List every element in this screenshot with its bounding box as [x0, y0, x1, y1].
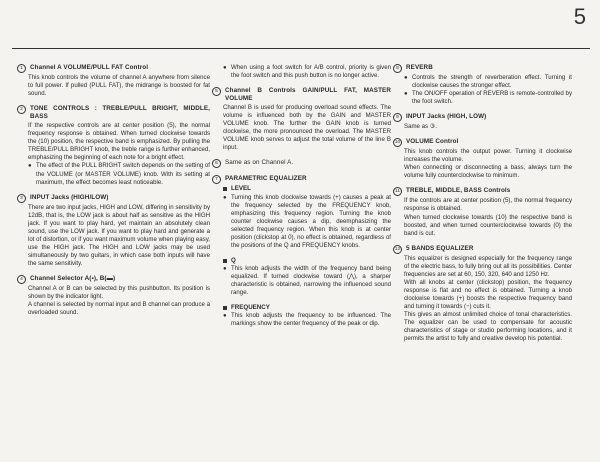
section-1-heading — [20, 64, 210, 73]
column-1 — [20, 64, 210, 324]
section-6-number: 6 — [212, 159, 221, 168]
bullet-icon: ● — [404, 75, 408, 81]
section-8-heading — [396, 64, 572, 73]
section-3-heading — [20, 193, 210, 203]
section-8-number: 8 — [393, 64, 402, 73]
section-11-number: 11 — [394, 189, 401, 195]
section-9-number: 9 — [393, 113, 402, 122]
square-bullet-icon — [223, 187, 227, 191]
header-rule — [12, 48, 590, 49]
q-body: This knob adjusts the width of the frequency band being equalized. If turned clockwise toward (⋀), a sharper characteristic is obtained, narrowing the influenced sound range. — [231, 264, 391, 297]
section-11-heading — [394, 187, 572, 196]
section-10 — [394, 138, 572, 180]
level-label: LEVEL — [231, 185, 251, 193]
level-subheading — [223, 185, 391, 193]
section-1 — [20, 64, 210, 98]
level-body: Turning this knob clockwise towards (+) causes a peak at the frequency selected by the FREQUENCY knob, emphasizing this frequency region. Turning the knob counter clockwise causes a dip, deemphasizing the selected frequency region. When this knob is at center position (clickstop at 0), no effect is obtained, regardless of the positions of the Q and FREQUENCY knobs. — [231, 193, 391, 249]
section-1-body: This knob controls the volume of channel A anywhere from silence to full power. If pulled (PULL FAT), the midrange is boosted for fat sound. — [28, 74, 210, 98]
section-1-number: 1 — [17, 64, 26, 73]
reverb-bullet-2-text: The ON/OFF operation of REVERB is remote-controlled by the foot switch. — [412, 90, 572, 106]
q-label: Q — [231, 256, 236, 264]
section-5-title: Channel B Controls GAIN/PULL FAT, MASTER VOLUME — [225, 87, 391, 103]
section-7-heading — [215, 175, 391, 184]
frequency-bullet — [223, 312, 391, 328]
section-3-body: There are two input jacks, HIGH and LOW, differing in sensitivity by 12dB, that is, the LOW jack is about half as sensitive as the HIGH jack. If you want to play hard, yet maintain an absolutely clean sound, use the LOW jack. If you want to play hard and generate a lot of distortion, or if you want maximum volume when playing easy, use the HIGH jack. The HIGH and LOW jacks may be used simultaneously by two guitars, in which case both inputs will have the same sensitivity. — [28, 203, 210, 267]
section-9-heading — [396, 113, 572, 122]
q-bullet — [223, 265, 391, 297]
section-6 — [215, 159, 391, 168]
square-bullet-icon — [223, 259, 227, 263]
square-bullet-icon — [223, 306, 227, 310]
bullet-icon: ● — [404, 91, 408, 98]
section-12-body: This equalizer is designed especially for the frequency range of the electric bass, to fully bring out all its possibilities. Center frequencies are set at 60, 150, 320, 640 and 1250 Hz. — [404, 254, 572, 278]
section-12-heading — [394, 244, 572, 254]
section-1-title: Channel A VOLUME/PULL FAT Control — [30, 64, 149, 71]
page-number: 5 — [573, 4, 586, 29]
section-5-number: 5 — [212, 87, 221, 96]
section-3 — [20, 193, 210, 268]
section-8 — [396, 64, 572, 106]
section-4-title: Channel Selector A(▪), B(▬) — [30, 274, 116, 282]
section-7-title: PARAMETRIC EQUALIZER — [225, 175, 307, 183]
section-3-number: 3 — [17, 194, 26, 203]
section-11-title: TREBLE, MIDDLE, BASS Controls — [406, 187, 511, 195]
bullet-icon: ● — [223, 194, 227, 201]
section-10-title: VOLUME Control — [406, 138, 459, 146]
section-2-bullet — [28, 162, 210, 186]
section-10-body: This knob controls the output power. Turning it clockwise increases the volume. — [404, 148, 572, 164]
frequency-label: FREQUENCY — [231, 304, 270, 312]
section-12-number: 12 — [394, 246, 401, 252]
section-4-heading — [20, 274, 210, 284]
section-9-title: INPUT Jacks (HIGH, LOW) — [406, 113, 487, 121]
section-4 — [20, 274, 210, 317]
section-2-number: 2 — [17, 105, 26, 114]
reverb-bullet-1-text: Controls the strength of reverberation effect. Turning it clockwise causes the stronger effect. — [412, 74, 572, 90]
section-6-body: Same as on Channel A. — [225, 159, 294, 167]
section-10-number: 10 — [394, 140, 401, 146]
reverb-bullet-2 — [404, 90, 572, 106]
section-11-body: If the controls are at center position (5), the normal frequency response is obtained. — [404, 197, 572, 213]
frequency-subheading — [223, 304, 391, 312]
bullet-icon: ● — [28, 163, 32, 170]
section-12-title: 5 BANDS EQUALIZER — [406, 244, 474, 252]
column-3 — [394, 64, 572, 350]
section-9-body: Same as ③. — [404, 123, 437, 131]
q-subheading — [223, 257, 391, 265]
section-11 — [394, 187, 572, 237]
foot-switch-bullet — [223, 64, 391, 80]
section-11-body-2: When turned clockwise towards (10) the respective band is boosted, and when turned counterclockwise towards (0) the band is cut. — [404, 213, 572, 237]
section-4-number: 4 — [17, 275, 26, 284]
section-2 — [20, 105, 210, 186]
reverb-bullet-1 — [404, 74, 572, 90]
bullet-icon: ● — [223, 265, 227, 272]
section-10-body-2: When connecting or disconnecting a bass, always turn the volume fully counterclockwise to minimum. — [404, 164, 572, 180]
section-6-heading — [215, 159, 391, 168]
foot-switch-bullet-text: When using a foot switch for A/B control, priority is given the foot switch and this push button is no longer active. — [231, 64, 391, 80]
section-2-body: If the respective controls are at center position (5), the normal frequency response is obtained. When turned clockwise towards the (10) position, the respective band is emphasized. By pulling the TREBLE/PULL BRIGHT knob, the treble range is further enhanced, emphasizing the beginning of each note for a bright effect. — [28, 122, 210, 162]
level-bullet — [223, 194, 391, 250]
section-2-heading — [20, 105, 210, 121]
section-5-body: Channel B is used for producing overload sound effects. The volume is influenced both by the GAIN and MASTER VOLUME knob. The further the GAIN knob is turned clockwise, the more pronounced the overload. The MASTER VOLUME knob serves to adjust the total volume of the line B input. — [223, 104, 391, 152]
bullet-icon: ● — [223, 65, 227, 71]
bullet-icon: ● — [223, 313, 227, 320]
section-4-continued — [223, 64, 391, 80]
section-4-body-2: A channel is selected by normal input and B channel can produce a overloaded sound. — [28, 301, 210, 317]
section-4-body: Channel A or B can be selected by this pushbutton. Its position is shown by the indicator light. — [28, 284, 210, 301]
section-3-title: INPUT Jacks (HIGH/LOW) — [30, 193, 109, 201]
column-2 — [215, 64, 391, 335]
frequency-body: This knob adjusts the frequency to be influenced. The markings show the center frequency of the peak or dip. — [231, 312, 391, 328]
section-12-body-2: With all knobs at center (clickstop) position, the frequency response is flat and no effect is obtained. Turning a knob clockwise towards (+) boosts the respective frequency band and turning it towards (−) cuts it. — [404, 278, 572, 310]
section-5 — [215, 87, 391, 152]
section-7-number: 7 — [212, 175, 221, 184]
section-12-body-3: This gives an almost unlimited choice of tonal characteristics. The equalizer can be used to compensate for acoustic characteristics of stage or studio performing locations, and it permits the artist to fully and creative develop his potential. — [404, 310, 572, 343]
section-12 — [394, 244, 572, 344]
section-7 — [215, 175, 391, 328]
section-2-title: TONE CONTROLS : TREBLE/PULL BRIGHT, MIDDLE, BASS — [30, 105, 210, 121]
section-10-heading — [394, 138, 572, 147]
section-2-bullet-text: The effect of the PULL BRIGHT switch depends on the setting of the VOLUME (or MASTER VOLUME) knob. With its setting at maximum, the effect becomes least noticeable. — [36, 162, 210, 186]
section-5-heading — [215, 87, 391, 103]
section-9 — [396, 113, 572, 131]
section-8-title: REVERB — [406, 64, 433, 71]
